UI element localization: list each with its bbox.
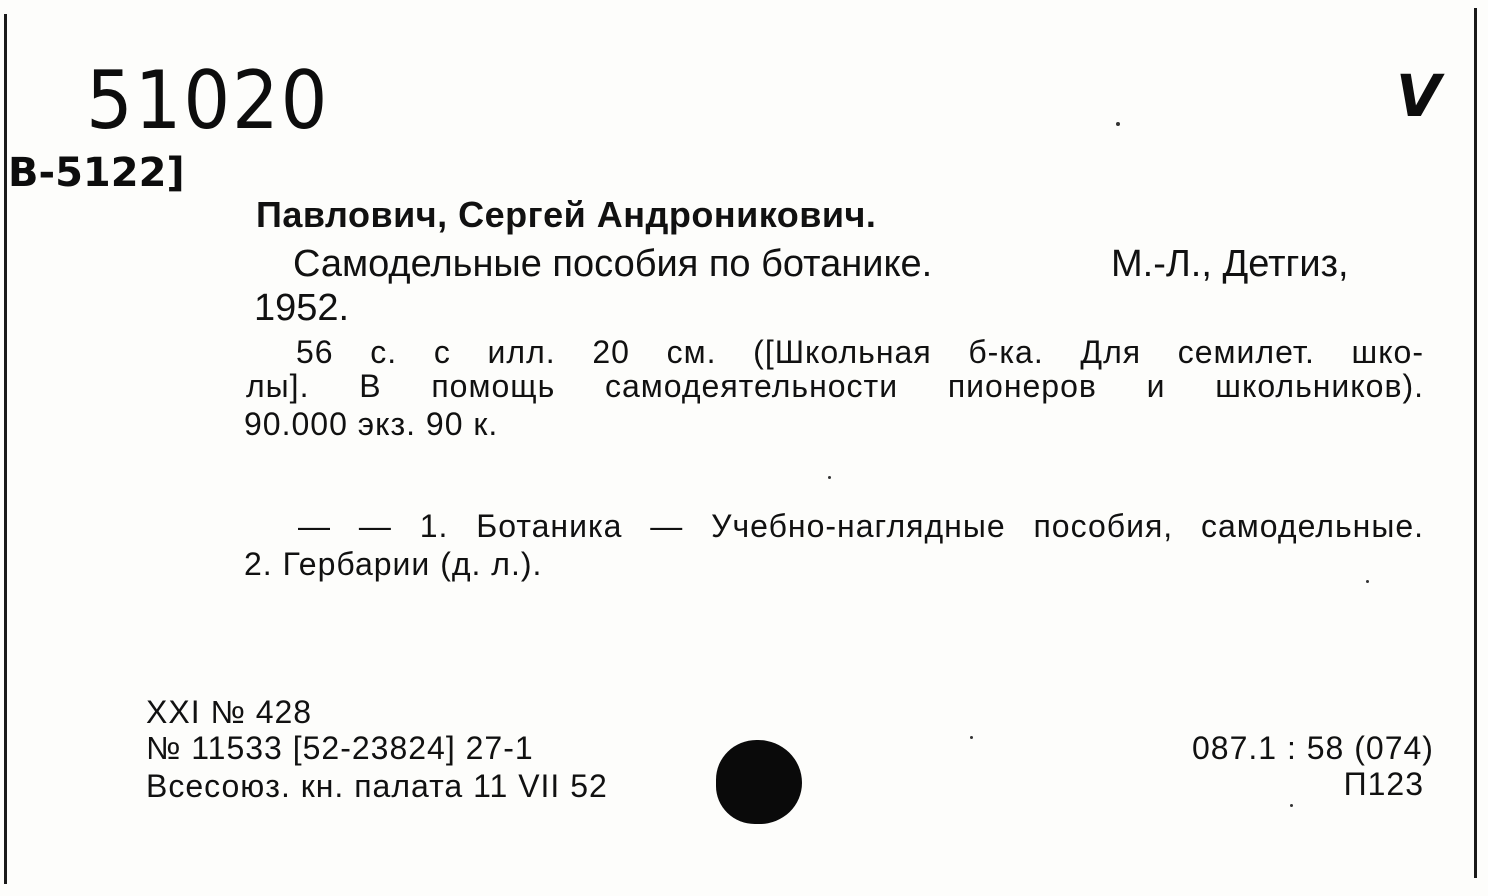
subject-heading: — — 1. Ботаника — Учебно-наглядные пособия, самодельные. xyxy=(298,508,1424,544)
subject-heading: 2. Гербарии (д. л.). xyxy=(244,546,543,582)
speck xyxy=(970,736,973,739)
speck xyxy=(1116,122,1120,126)
card-right-border xyxy=(1474,8,1477,878)
description-line: 56 с. с илл. 20 см. ([Школьная б-ка. Для семилет. шко- xyxy=(296,334,1424,370)
description-line: 90.000 экз. 90 к. xyxy=(244,406,499,442)
book-title: Самодельные пособия по ботанике. xyxy=(293,243,933,285)
udc-classification: 087.1 : 58 (074) xyxy=(1192,730,1434,766)
accession-number: 51020 xyxy=(86,54,330,147)
author-heading: Павлович, Сергей Андроникович. xyxy=(256,194,877,235)
description-line: лы]. В помощь самодеятельности пионеров и школьников). xyxy=(246,368,1424,404)
publisher: М.-Л., Детгиз, xyxy=(1111,243,1349,285)
title-line xyxy=(293,243,1423,286)
footer-line: № 11533 [52-23824] 27-1 xyxy=(146,730,534,766)
cutter-number: П123 xyxy=(1343,766,1424,802)
footer-line: XXI № 428 xyxy=(146,694,313,730)
punch-hole xyxy=(716,740,802,824)
speck xyxy=(828,476,831,479)
publication-year: 1952. xyxy=(254,287,350,329)
corner-check-mark: V xyxy=(1396,62,1441,130)
shelf-mark: B-5122] xyxy=(8,150,185,196)
speck xyxy=(1366,580,1369,583)
footer-line: Всесоюз. кн. палата 11 VII 52 xyxy=(146,768,608,804)
speck xyxy=(1290,804,1293,807)
card-left-border xyxy=(4,14,7,884)
